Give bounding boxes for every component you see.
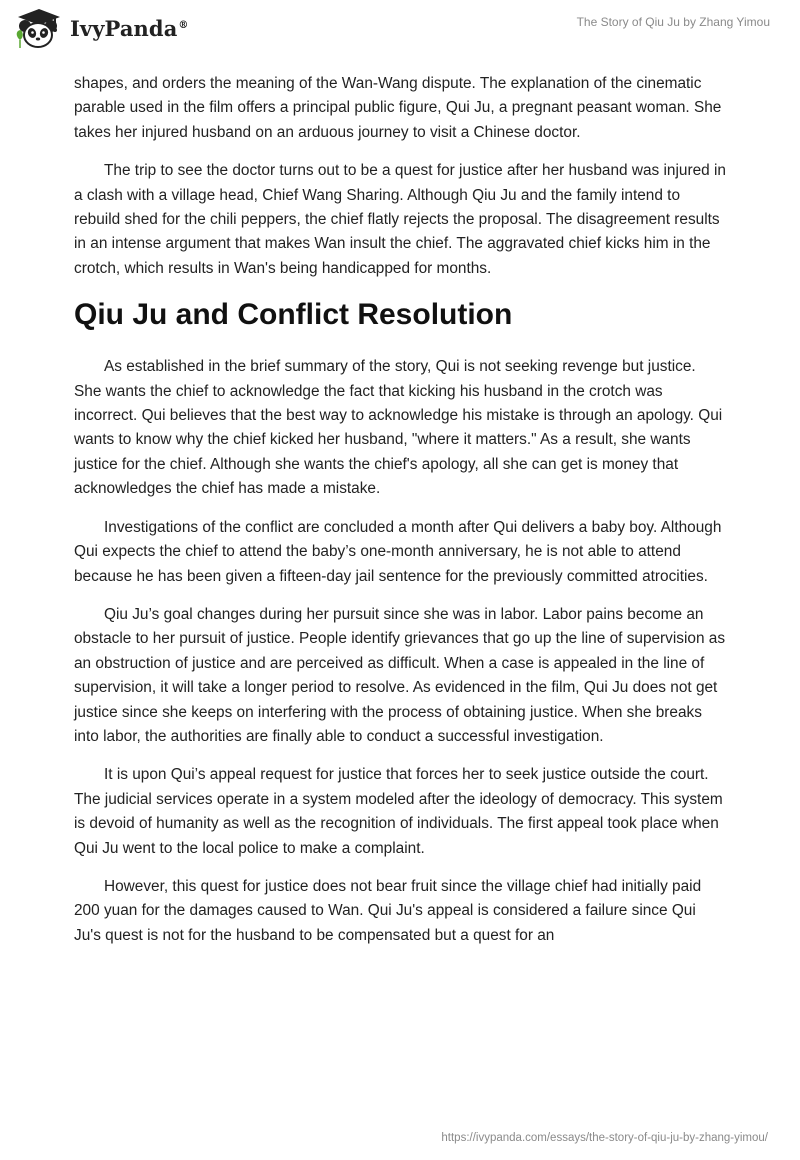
paragraph: As established in the brief summary of the story, Qui is not seeking revenge but justice. She wants the chief to acknowledge the fact that kicking his husband in the crotch was incorrect. Qui believes that the best way to acknowledge his mistake is through an apology. Qui wants to know why the chief kicked her husband, "where it matters." As a result, she wants justice for the chief. Although she wants the chief's apology, all she can get is money that acknowledges the chief has made a mistake.: [74, 358, 723, 498]
paragraph: Qiu Ju’s goal changes during her pursuit since she was in labor. Labor pains become an obstacle to her pursuit of justice. People identify grievances that go up the line of supervision as an obstruction of justice and are perceived as difficult. When a case is appealed in the line of supervision, it will take a longer period to resolve. As evidenced in the film, Qui Ju does not get justice since she keeps on interfering with the process of obtaining justice. When she breaks into labor, the authorities are finally able to conduct a successful investigation.: [74, 605, 726, 745]
essay-body: [74, 72, 726, 962]
document-title: The Story of Qiu Ju by Zhang Yimou: [576, 15, 770, 29]
source-url[interactable]: https://ivypanda.com/essays/the-story-of-qiu-ju-by-zhang-yimou/: [441, 1132, 768, 1144]
paragraph-continued: shapes, and orders the meaning of the Wan-Wang dispute. The explanation of the cinematic parable used in the film offers a principal public figure, Qui Ju, a pregnant peasant woman. She takes her injured husband on an arduous journey to visit a Chinese doctor.: [74, 75, 722, 141]
ivypanda-logo[interactable]: [14, 6, 189, 50]
paragraph: It is upon Qui’s appeal request for justice that forces her to seek justice outside the court. The judicial services operate in a system modeled after the ideology of democracy. This system is devoid of humanity as well as the recognition of individuals. The first appeal took place when Qui Ju went to the local police to make a complaint.: [74, 766, 723, 857]
paragraph: Investigations of the conflict are concluded a month after Qui delivers a baby boy. Although Qui expects the chief to attend the baby’s one-month anniversary, he is not able to attend because he has been given a fifteen-day jail sentence for the previously committed atrocities.: [74, 518, 722, 585]
panda-graduate-icon: [14, 6, 64, 50]
page-header: [0, 0, 800, 64]
brand-name: IvyPanda®: [70, 15, 189, 41]
paragraph: However, this quest for justice does not bear fruit since the village chief had initially paid 200 yuan for the damages caused to Wan. Qui Ju's appeal is considered a failure since Qui Ju's quest is not for the husband to be compensated but a quest for an: [74, 877, 702, 944]
section-heading: Qiu Ju and Conflict Resolution: [74, 298, 513, 332]
paragraph: The trip to see the doctor turns out to be a quest for justice after her husband was injured in a clash with a village head, Chief Wang Sharing. Although Qiu Ju and the family intend to rebuild shed for the chili peppers, the chief flatly rejects the proposal. The disagreement results in an intense argument that makes Wan insult the chief. The aggravated chief kicks him in the crotch, which results in Wan's being handicapped for months.: [74, 162, 726, 277]
